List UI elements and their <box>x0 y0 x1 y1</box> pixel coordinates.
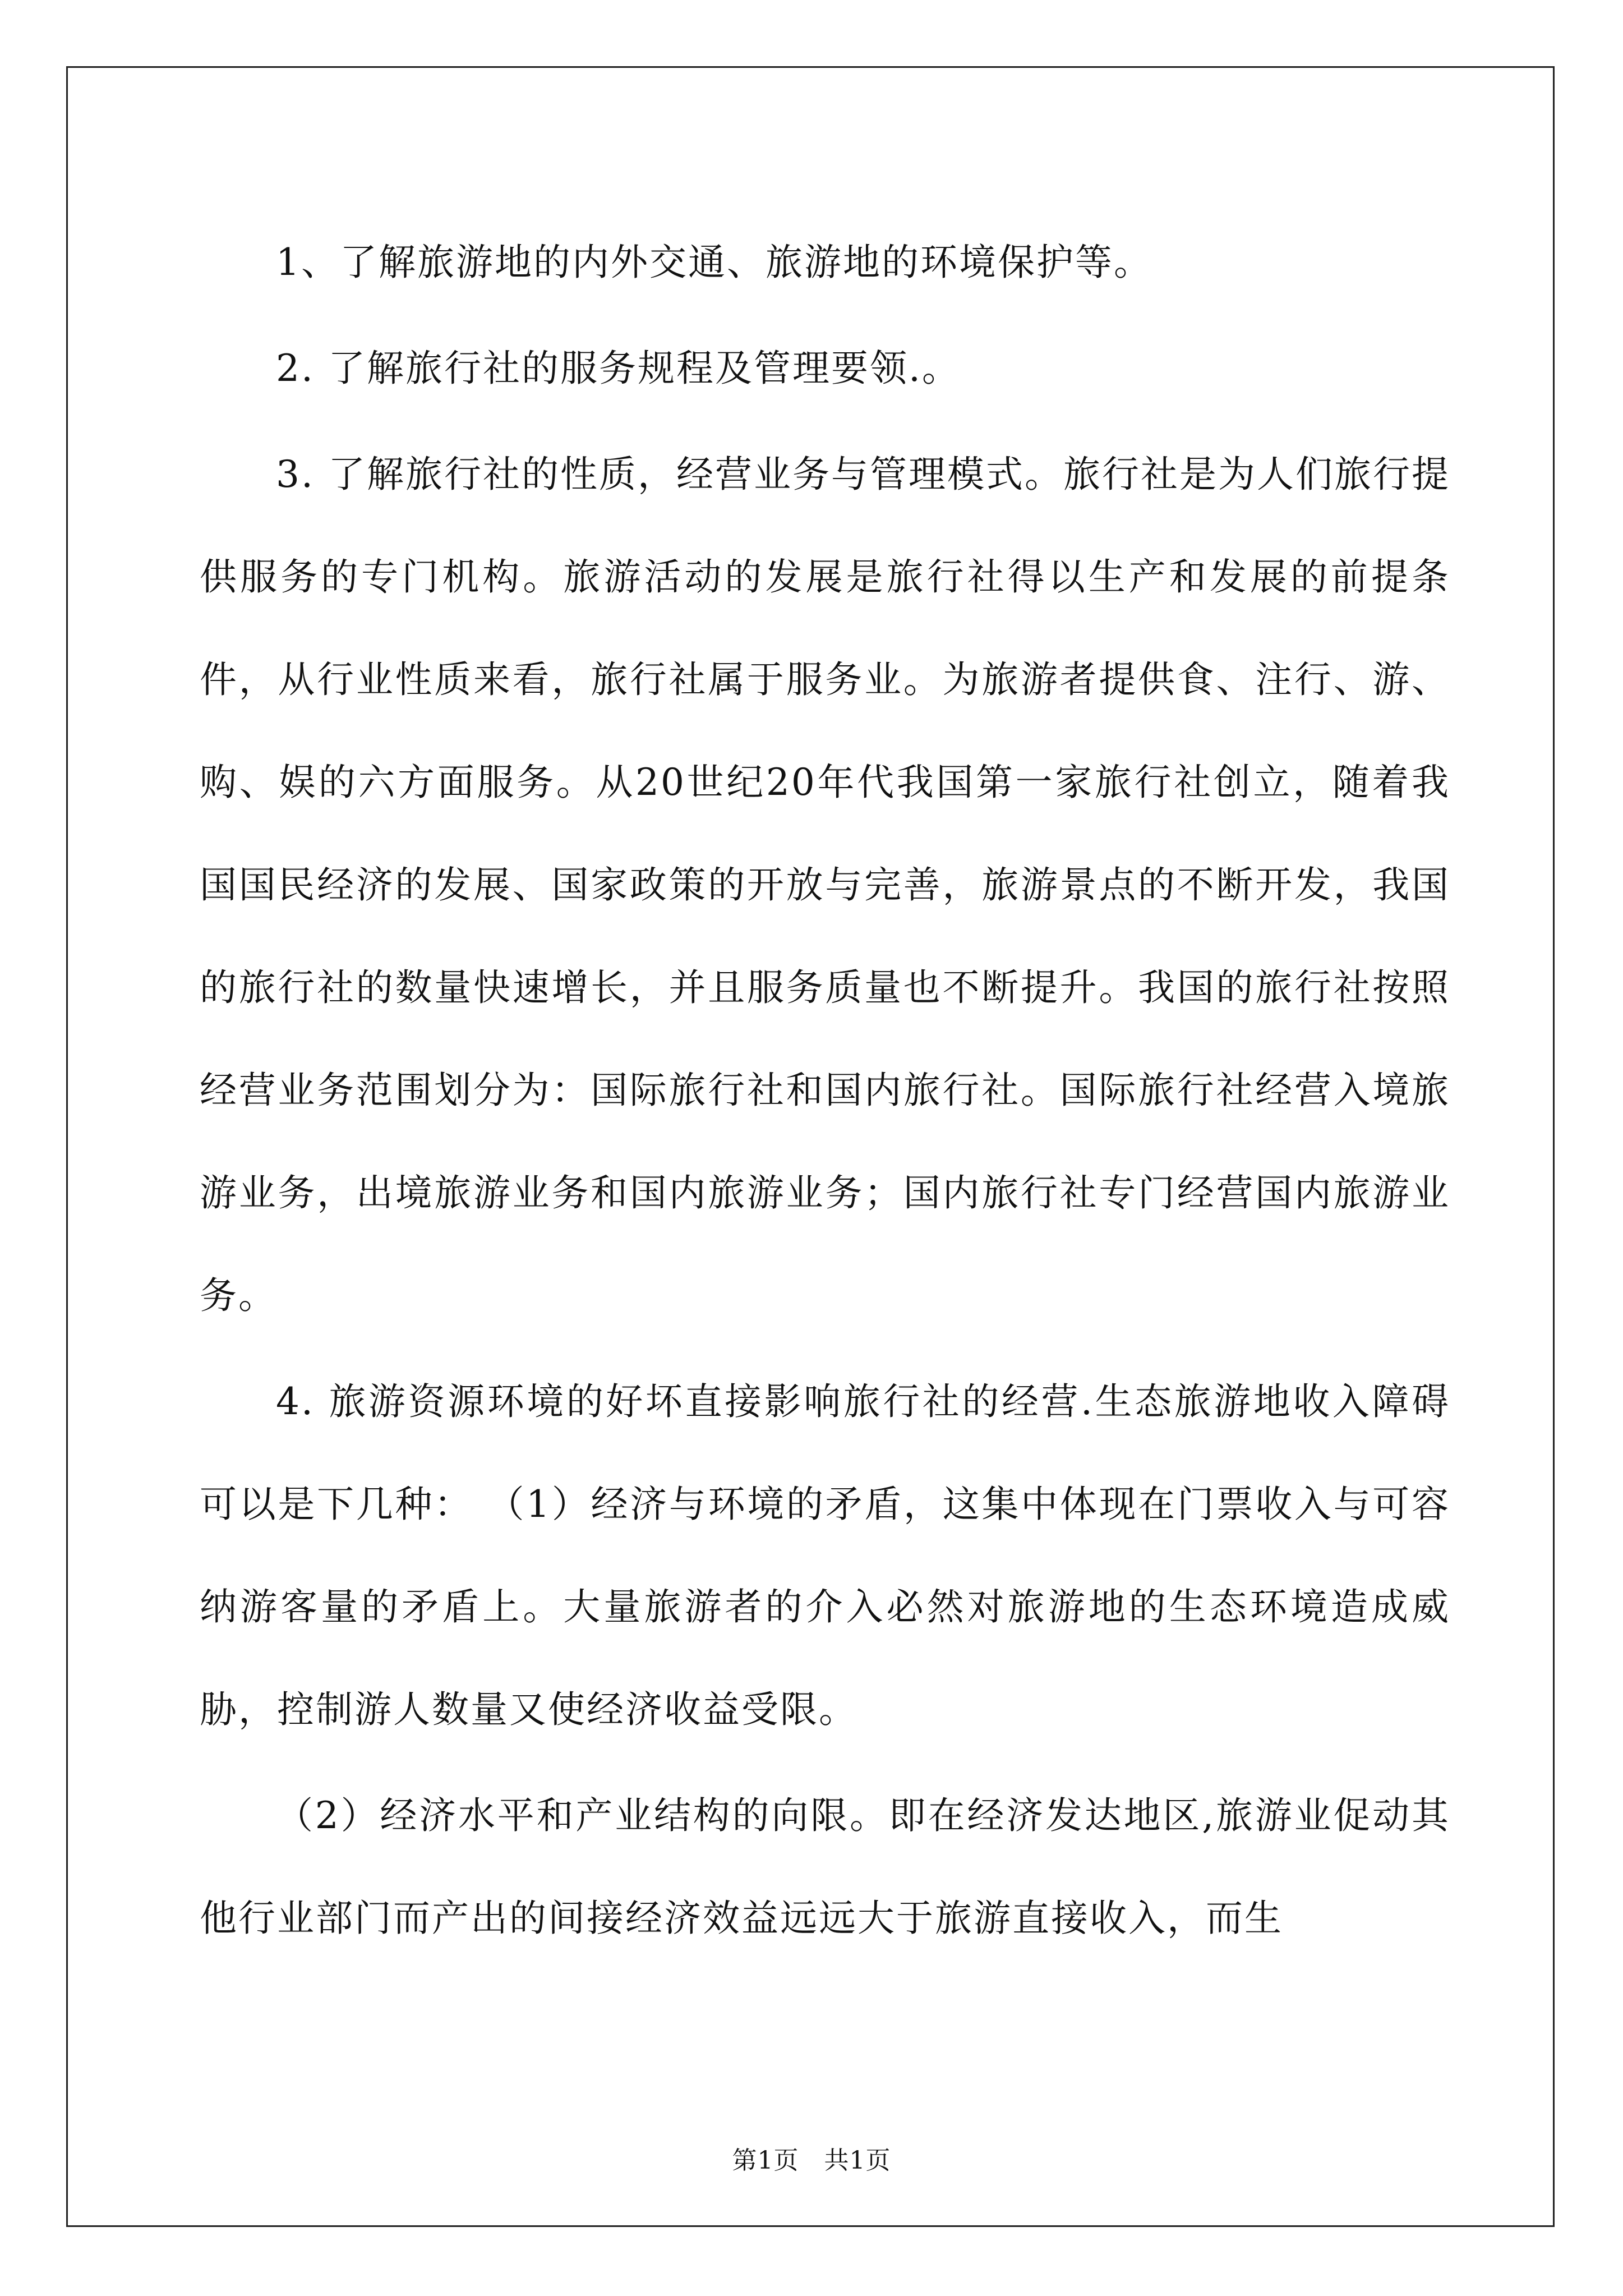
page-total: 共1页 <box>824 2146 891 2175</box>
page-footer <box>0 2144 1623 2178</box>
page-number: 第1页 <box>732 2146 799 2175</box>
document-body <box>200 211 1450 1970</box>
paragraph-4: 4. 旅游资源环境的好坏直接影响旅行社的经营.生态旅游地收入障碍可以是下几种： （1）经济与环境的矛盾，这集中体现在门票收入与可容纳游客量的矛盾上。大量旅游者的介入必然对旅游地的生态环境造成威胁，控制游人数量又使经济收益受限。 <box>200 1380 1450 1731</box>
paragraph-5: （2）经济水平和产业结构的向限。即在经济发达地区,旅游业促动其他行业部门而产出的间接经济效益远远大于旅游直接收入，而生 <box>200 1794 1450 1940</box>
paragraph-2: 2. 了解旅行社的服务规程及管理要领.。 <box>276 347 961 390</box>
paragraph-3: 3. 了解旅行社的性质，经营业务与管理模式。旅行社是为人们旅行提供服务的专门机构。旅游活动的发展是旅行社得以生产和发展的前提条件，从行业性质来看，旅行社属于服务业。为旅游者提供食、注行、游、购、娱的六方面服务。从20世纪20年代我国第一家旅行社创立，随着我国国民经济的发展、国家政策的开放与完善，旅游景点的不断开发，我国的旅行社的数量快速增长，并且服务质量也不断提升。我国的旅行社按照经营业务范围划分为：国际旅行社和国内旅行社。国际旅行社经营入境旅游业务，出境旅游业务和国内旅游业务；国内旅行社专门经营国内旅游业务。 <box>200 453 1450 1317</box>
paragraph-1: 1、了解旅游地的内外交通、旅游地的环境保护等。 <box>276 241 1152 284</box>
